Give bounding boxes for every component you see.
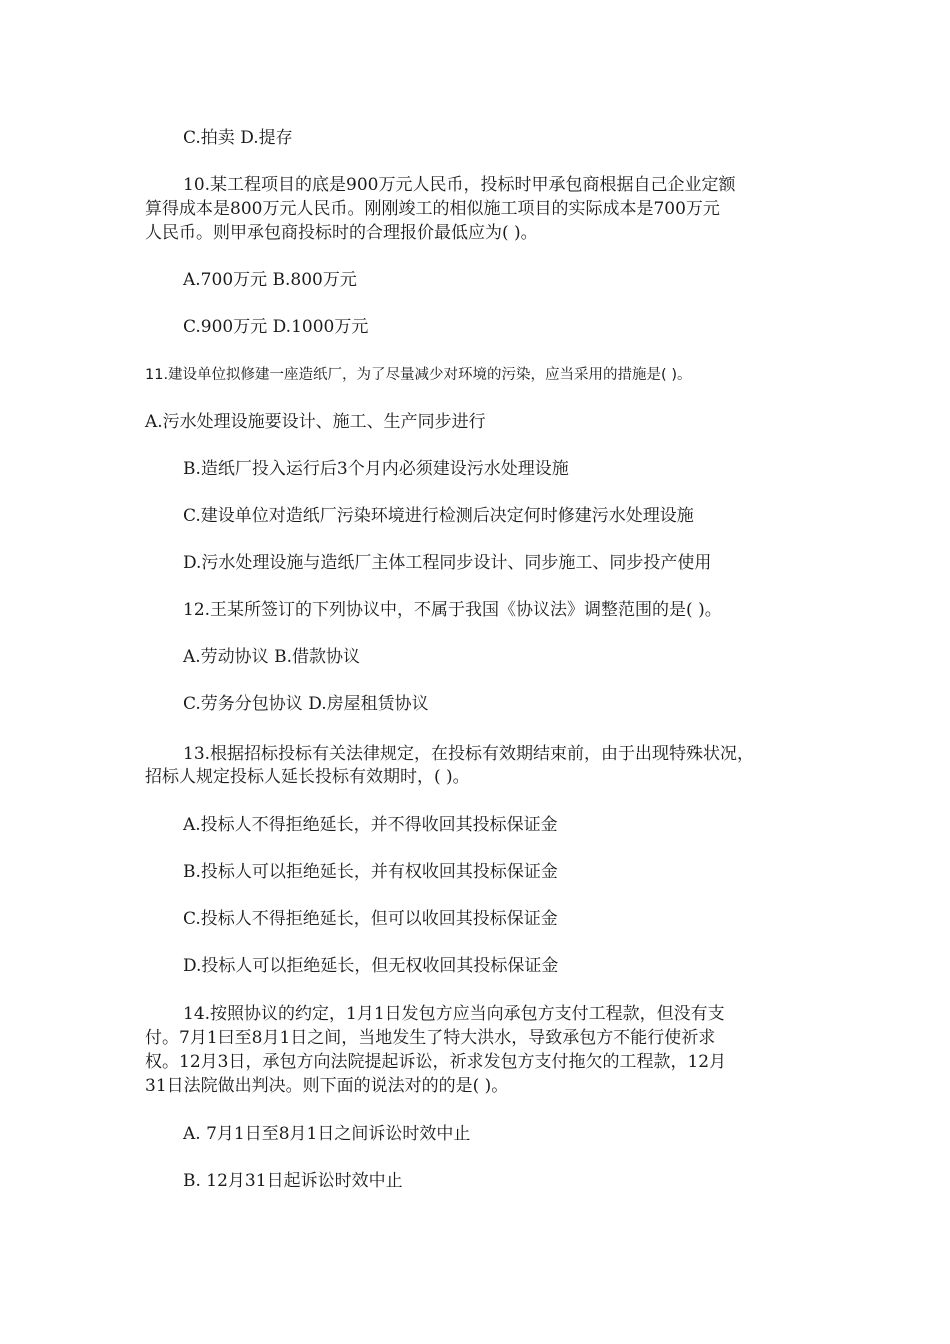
q9-options-cd: C.拍卖 D.提存 xyxy=(183,128,293,148)
q11-stem: 11.建设单位拟修建一座造纸厂，为了尽量减少对环境的污染，应当采用的措施是( )。 xyxy=(145,367,692,383)
q14-stem-line-2: 付。7月1曰至8月1日之间，当地发生了特大洪水，导致承包方不能行使祈求 xyxy=(145,1028,716,1048)
q13-option-d: D.投标人可以拒绝延长，但无权收回其投标保证金 xyxy=(183,956,559,976)
q14-option-a: A. 7月1日至8月1日之间诉讼时效中止 xyxy=(183,1124,471,1144)
q13-option-c: C.投标人不得拒绝延长，但可以收回其投标保证金 xyxy=(183,909,558,929)
q10-stem-line-3: 人民币。则甲承包商投标时的合理报价最低应为( )。 xyxy=(145,223,538,243)
q14-stem-line-3: 权。12月3日，承包方向法院提起诉讼，祈求发包方支付拖欠的工程款，12月 xyxy=(145,1052,727,1072)
q12-options-cd: C.劳务分包协议 D.房屋租赁协议 xyxy=(183,694,429,714)
q13-stem-line-2: 招标人规定投标人延长投标有效期时，( )。 xyxy=(145,767,470,787)
q10-stem-line-2: 算得成本是800万元人民币。刚刚竣工的相似施工项目的实际成本是700万元 xyxy=(145,199,720,219)
q14-stem-line-1: 14.按照协议的约定，1月1日发包方应当向承包方支付工程款，但没有支 xyxy=(183,1004,725,1024)
q10-options-ab: A.700万元 B.800万元 xyxy=(183,270,357,290)
q11-option-b: B.造纸厂投入运行后3个月内必须建设污水处理设施 xyxy=(183,459,569,479)
q11-option-d: D.污水处理设施与造纸厂主体工程同步设计、同步施工、同步投产使用 xyxy=(183,553,712,573)
q13-option-a: A.投标人不得拒绝延长，并不得收回其投标保证金 xyxy=(183,815,558,835)
q12-options-ab: A.劳动协议 B.借款协议 xyxy=(183,647,360,667)
q13-option-b: B.投标人可以拒绝延长，并有权收回其投标保证金 xyxy=(183,862,558,882)
q11-option-c: C.建设单位对造纸厂污染环境进行检测后决定何时修建污水处理设施 xyxy=(183,506,694,526)
q10-stem-line-1: 10.某工程项目的底是900万元人民币，投标时甲承包商根据自己企业定额 xyxy=(183,175,736,195)
q11-option-a: A.污水处理设施要设计、施工、生产同步进行 xyxy=(145,412,486,432)
q14-stem-line-4: 31日法院做出判决。则下面的说法对的的是( )。 xyxy=(145,1076,509,1096)
q10-options-cd: C.900万元 D.1000万元 xyxy=(183,317,369,337)
q12-stem: 12.王某所签订的下列协议中，不属于我国《协议法》调整范围的是( )。 xyxy=(183,600,722,620)
q14-option-b: B. 12月31日起诉讼时效中止 xyxy=(183,1171,403,1191)
q13-stem-line-1: 13.根据招标投标有关法律规定，在投标有效期结束前，由于出现特殊状况， xyxy=(183,744,755,764)
